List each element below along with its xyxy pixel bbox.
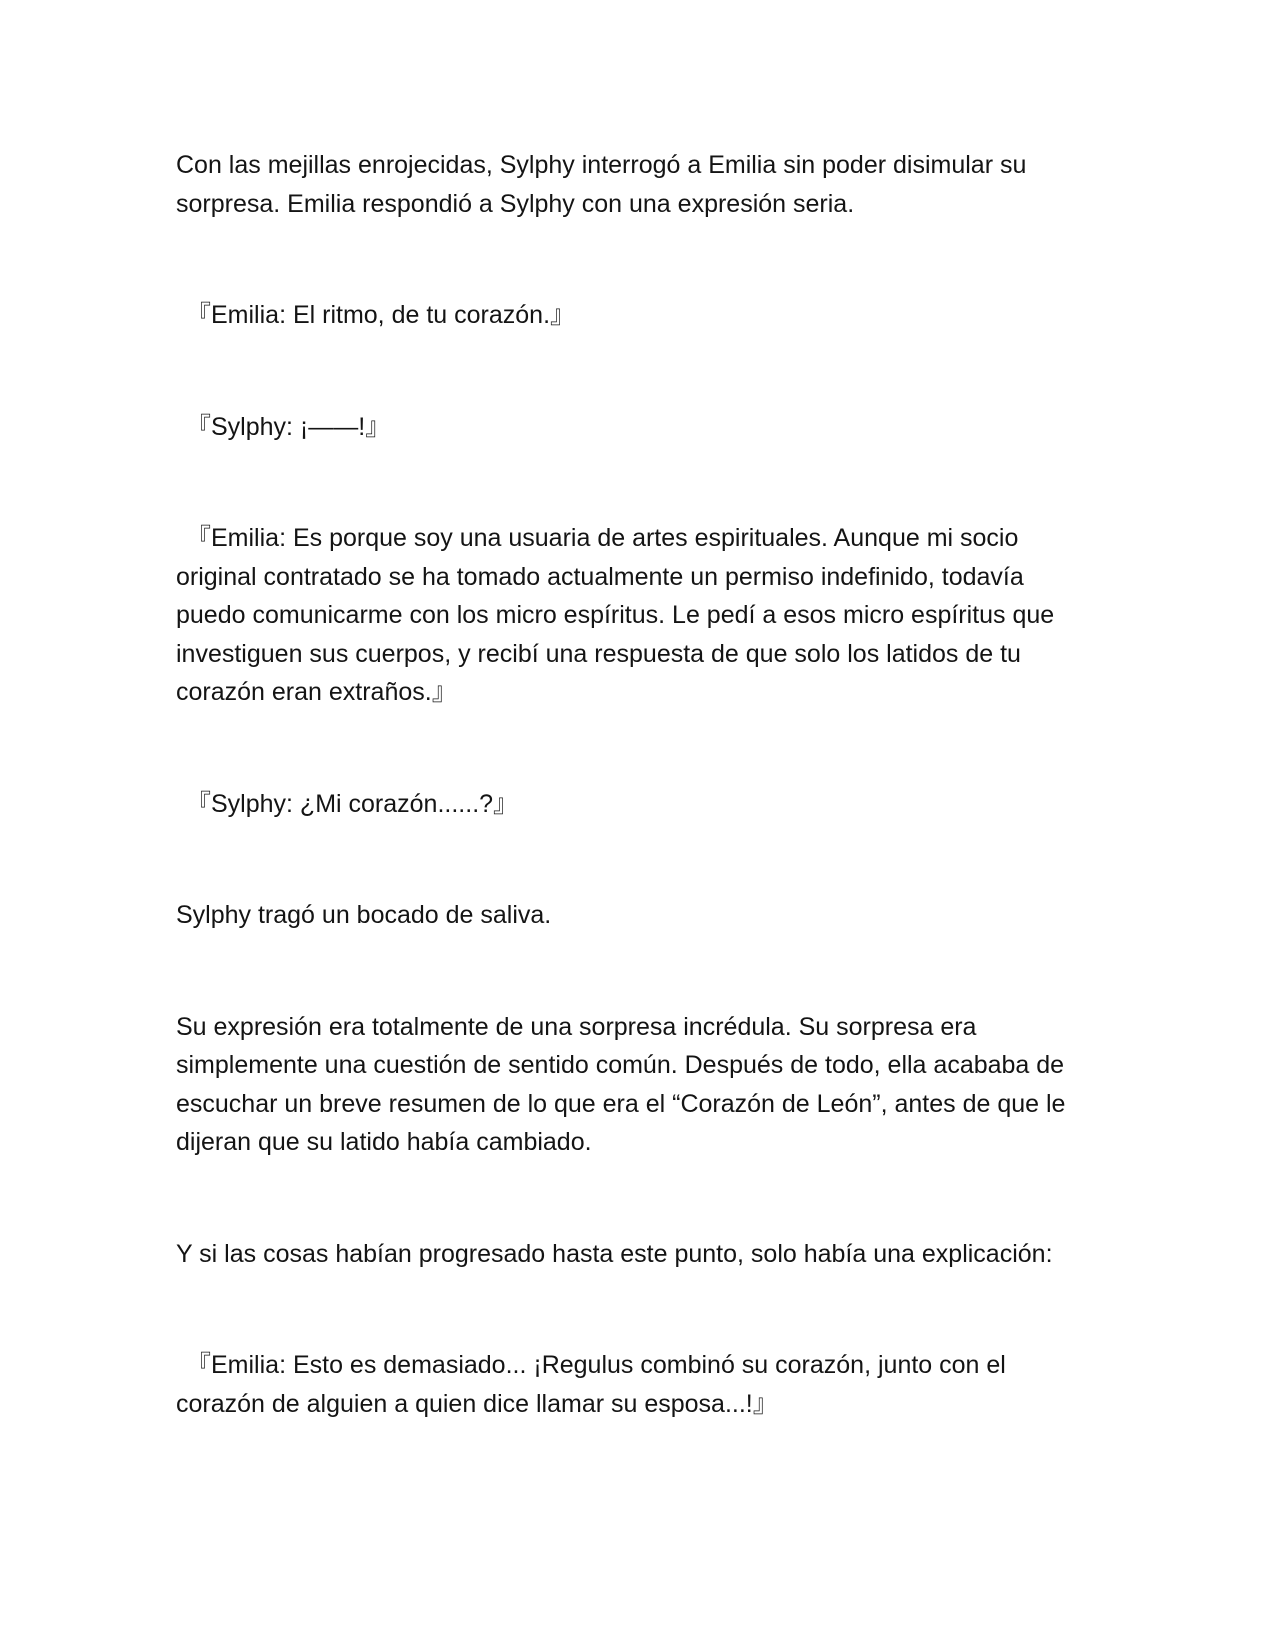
paragraph-dialogue-sylphy-2: 『Sylphy: ¿Mi corazón......?』 [186,789,519,818]
paragraph-narration-4: Y si las cosas habían progresado hasta este punto, solo había una explicación: [176,1239,1053,1268]
paragraph-dialogue-sylphy-1: 『Sylphy: ¡——!』 [186,412,391,441]
paragraph-narration-1: Con las mejillas enrojecidas, Sylphy interrogó a Emilia sin poder disimular su sorpresa. Emilia respondió a Sylphy con una expresión seria. [176,151,1027,218]
document-body [176,146,1096,1496]
paragraph-narration-3: Su expresión era totalmente de una sorpresa incrédula. Su sorpresa era simplemente una cuestión de sentido común. Después de todo, ella acababa de escuchar un breve resumen de lo que era el “Corazón de León”, antes de que le dijeran que su latido había cambiado. [176,1012,1066,1156]
paragraph-dialogue-emilia-2: 『Emilia: Es porque soy una usuaria de artes espirituales. Aunque mi socio original contratado se ha tomado actualmente un permiso indefinido, todavía puedo comunicarme con los micro espíritus. Le pedí a esos micro espíritus que investiguen sus cuerpos, y recibí una respuesta de que solo los latidos de tu corazón eran extraños.』 [176,524,1055,706]
paragraph-dialogue-emilia-1: 『Emilia: El ritmo, de tu corazón.』 [186,301,576,329]
paragraph-dialogue-emilia-3: 『Emilia: Esto es demasiado... ¡Regulus combinó su corazón, junto con el corazón de alguien a quien dice llamar su esposa...!』 [176,1351,1006,1418]
paragraph-narration-2: Sylphy tragó un bocado de saliva. [176,901,552,929]
